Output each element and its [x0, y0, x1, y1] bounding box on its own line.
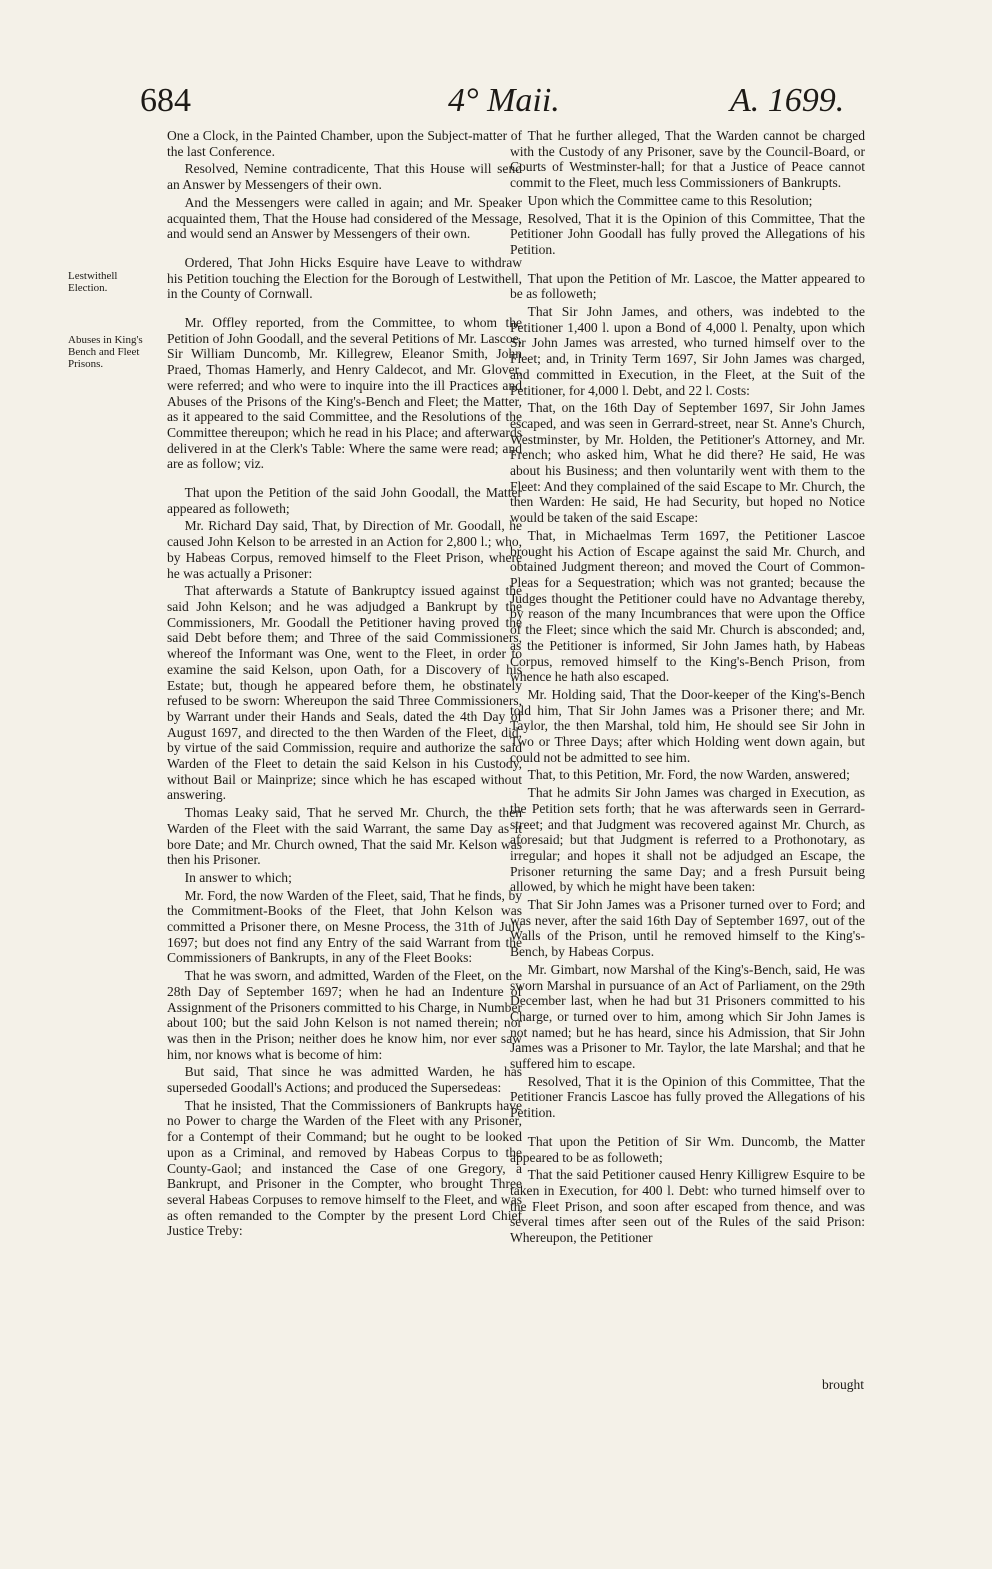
paragraph: But said, That since he was admitted Warden, he has superseded Goodall's Actions; and produced the Supersedeas: [167, 1064, 522, 1096]
right-column [510, 128, 865, 1248]
page-year: A. 1699. [730, 82, 845, 119]
catchword: brought [822, 1377, 864, 1392]
paragraph: And the Messengers were called in again; and Mr. Speaker acquainted them, That the House had considered of the Message, and would send an Answer by Messengers of their own. [167, 194, 522, 242]
page-date: 4° Maii. [448, 82, 560, 119]
paragraph: In answer to which; [184, 869, 292, 885]
margin-note-lestwithell: Lestwithell Election. [68, 270, 118, 294]
paragraph: That Sir John James was a Prisoner turned over to Ford; and was never, after the said 16th Day of September 1697, out of the Walls of the Prison, until he removed himself to the King's-Bench, by Habeas Corpus. [510, 897, 865, 960]
margin-note-prisons: Abuses in King's Bench and Fleet Prisons. [68, 334, 143, 370]
paragraph: Resolved, Nemine contradicente, That this House will send an Answer by Messengers of their own. [167, 161, 522, 193]
left-column [167, 128, 522, 1241]
paragraph: Mr. Offley reported, from the Committee, to whom the Petition of John Goodall, and the several Petitions of Mr. Lascoe, Sir William Duncomb, Mr. Killegrew, Eleanor Smith, John Praed, Thomas Hamerly, and Henry Caldecot, and Mr. Glover, were referred; and who were to inquire into the ill Practices and Abuses of the Prisons of the King's-Bench and Fleet; the Matter, as it appeared to the said Committee, and the Resolutions of the Committee thereupon; which he read in his Place; and afterwards delivered in at the Clerk's Table: Where the same were read; and are as follow; viz. [167, 315, 522, 472]
paragraph: Mr. Holding said, That the Door-keeper of the King's-Bench told him, That Sir John James was a Prisoner there; and Mr. Taylor, the then Marshal, told him, He should see Sir John in Two or Three Days; after which Holding went down again, but could not be admitted to see him. [510, 686, 865, 765]
paragraph: Mr. Ford, the now Warden of the Fleet, said, That he finds, by the Commitment-Books of the Fleet, that John Kelson was committed a Prisoner there, on Mesne Process, the 31th of July 1697; but does not find any Entry of the said Warrant from the Commissioners of Bankrupts, in any of the Fleet Books: [167, 887, 522, 966]
paragraph: That he insisted, That the Commissioners of Bankrupts have no Power to charge the Warden of the Fleet with any Prisoner, for a Contempt of their Command; but he ought to be looked upon as a Criminal, and removed by Habeas Corpus to the County-Gaol; and instanced the Case of one Gregory, a Bankrupt, and Prisoner in the Compter, who brought Three several Habeas Corpuses to remove himself to the Fleet, and was as often remanded to the Compter by the present Lord Chief Justice Treby: [167, 1097, 522, 1239]
paragraph: Mr. Richard Day said, That, by Direction of Mr. Goodall, he caused John Kelson to be arrested in an Action for 2,800 l.; who, by Habeas Corpus, removed himself to the Fleet Prison, where he was actually a Prisoner: [167, 518, 522, 581]
page-number: 684 [140, 82, 191, 119]
paragraph: Resolved, That it is the Opinion of this Committee, That the Petitioner John Goodall has fully proved the Allegations of his Petition. [510, 210, 865, 257]
paragraph: Resolved, That it is the Opinion of this Committee, That the Petitioner Francis Lascoe has fully proved the Allegations of his Petition. [510, 1073, 865, 1121]
paragraph: That he admits Sir John James was charged in Execution, as the Petition sets forth; that he was afterwards seen in Gerrard-street; and that Judgment was recovered against Mr. Church, as aforesaid; but that Judgment is referred to a Prothonotary, as irregular; and hopes it shall not be adjudged an Escape, the Prisoner returning the same Day; and a fresh Pursuit being allowed, by which he might have been taken: [510, 785, 865, 895]
paragraph: Mr. Gimbart, now Marshal of the King's-Bench, said, He was sworn Marshal in pursuance of an Act of Parliament, on the 29th December last, when he had but 31 Prisoners committed to his Charge, or turned over to him, among which Sir John James is not named; but he has heard, since his Admission, that Sir John James was a Prisoner to Mr. Taylor, the late Marshal; and that he suffered him to escape. [510, 961, 865, 1072]
page-header [0, 82, 992, 126]
paragraph: That afterwards a Statute of Bankruptcy issued against the said John Kelson; and he was adjudged a Bankrupt by the Commissioners, Mr. Goodall the Petitioner having proved the said Debt before them; and Three of the said Commissioners, whereof the Informant was One, went to the Fleet, in order to examine the said Kelson, upon Oath, for a Discovery of his Estate; but, though he appeared before them, he obstinately refused to be sworn: Whereupon the said Three Commissioners, by Warrant under their Hands and Seals, dated the 4th Day of August 1697, and directed to the then Warden of the Fleet, did, by virtue of the said Commission, require and authorize the said Warden of the Fleet to detain the said Kelson in his Custody, without Bail or Mainprize; since which he has escaped without answering. [167, 583, 522, 803]
paragraph: That upon the Petition of Sir Wm. Duncomb, the Matter appeared to be as followeth; [510, 1133, 865, 1165]
paragraph: That Sir John James, and others, was indebted to the Petitioner 1,400 l. upon a Bond of 4,000 l. Penalty, upon which Sir John James was arrested, who turned himself over to the Fleet; and, in Trinity Term 1697, Sir John James was charged, and committed in Execution, in the Fleet, at the Suit of the Petitioner, for 4,000 l. Debt, and 22 l. Costs: [510, 304, 865, 398]
paragraph: That he was sworn, and admitted, Warden of the Fleet, on the 28th Day of September 1697; when he had an Indenture of Assignment of the Prisoners committed to his Charge, in Number about 100; but the said John Kelson is not named therein; nor was then in the Prison; neither does he know him, nor ever saw him, nor knows what is become of him: [167, 968, 522, 1062]
paragraph: Thomas Leaky said, That he served Mr. Church, the then Warden of the Fleet with the said Warrant, the same Day as it bore Date; and Mr. Church owned, That the said Mr. Kelson was then his Prisoner. [167, 805, 522, 868]
paragraph: That he further alleged, That the Warden cannot be charged with the Custody of any Prisoner, save by the Council-Board, or Courts of Westminster-hall; for that a Justice of Peace cannot commit to the Fleet, much less Commissioners of Bankrupts. [510, 128, 865, 191]
paragraph: That, to this Petition, Mr. Ford, the now Warden, answered; [527, 767, 850, 783]
paragraph: One a Clock, in the Painted Chamber, upon the Subject-matter of the last Conference. [167, 128, 522, 159]
paragraph: That upon the Petition of Mr. Lascoe, the Matter appeared to be as followeth; [510, 270, 865, 302]
paragraph: Upon which the Committee came to this Resolution; [527, 192, 813, 208]
paragraph: That the said Petitioner caused Henry Killigrew Esquire to be taken in Execution, for 400 l. Debt: who turned himself over to the Fleet Prison, and soon after escaped from thence, and was several times after seen out of the Rules of the said Prison: Whereupon, the Petitioner [510, 1167, 865, 1246]
paragraph: Ordered, That John Hicks Esquire have Leave to withdraw his Petition touching the Election for the Borough of Lestwithell, in the County of Cornwall. [167, 254, 522, 302]
paragraph: That upon the Petition of the said John Goodall, the Matter appeared as followeth; [167, 485, 522, 516]
paragraph: That, in Michaelmas Term 1697, the Petitioner Lascoe brought his Action of Escape against the said Mr. Church, and obtained Judgment thereon; and moved the Court of Common-Pleas for a Sequestration; which was not granted; because the Judges thought the Petitioner could have no Advantage thereby, by reason of the many Incumbrances that were upon the Office of the Fleet; since which the said Mr. Church is absconded; and, as the Petitioner is informed, Sir John James hath, by Habeas Corpus, removed himself to the King's-Bench Prison, from whence he hath also escaped. [510, 527, 865, 685]
paragraph: That, on the 16th Day of September 1697, Sir John James escaped, and was seen in Gerrard-street, near St. Anne's Church, Westminster, by Mr. Holden, the Petitioner's Attorney, and Mr. French; who asked him, What he did there? He said, He was about his Business; and then voluntarily went with them to the Fleet: And they complained of the said Escape to Mr. Church, the then Warden: He said, He had Security, but hoped no Notice would be taken of the said Escape: [510, 400, 865, 526]
